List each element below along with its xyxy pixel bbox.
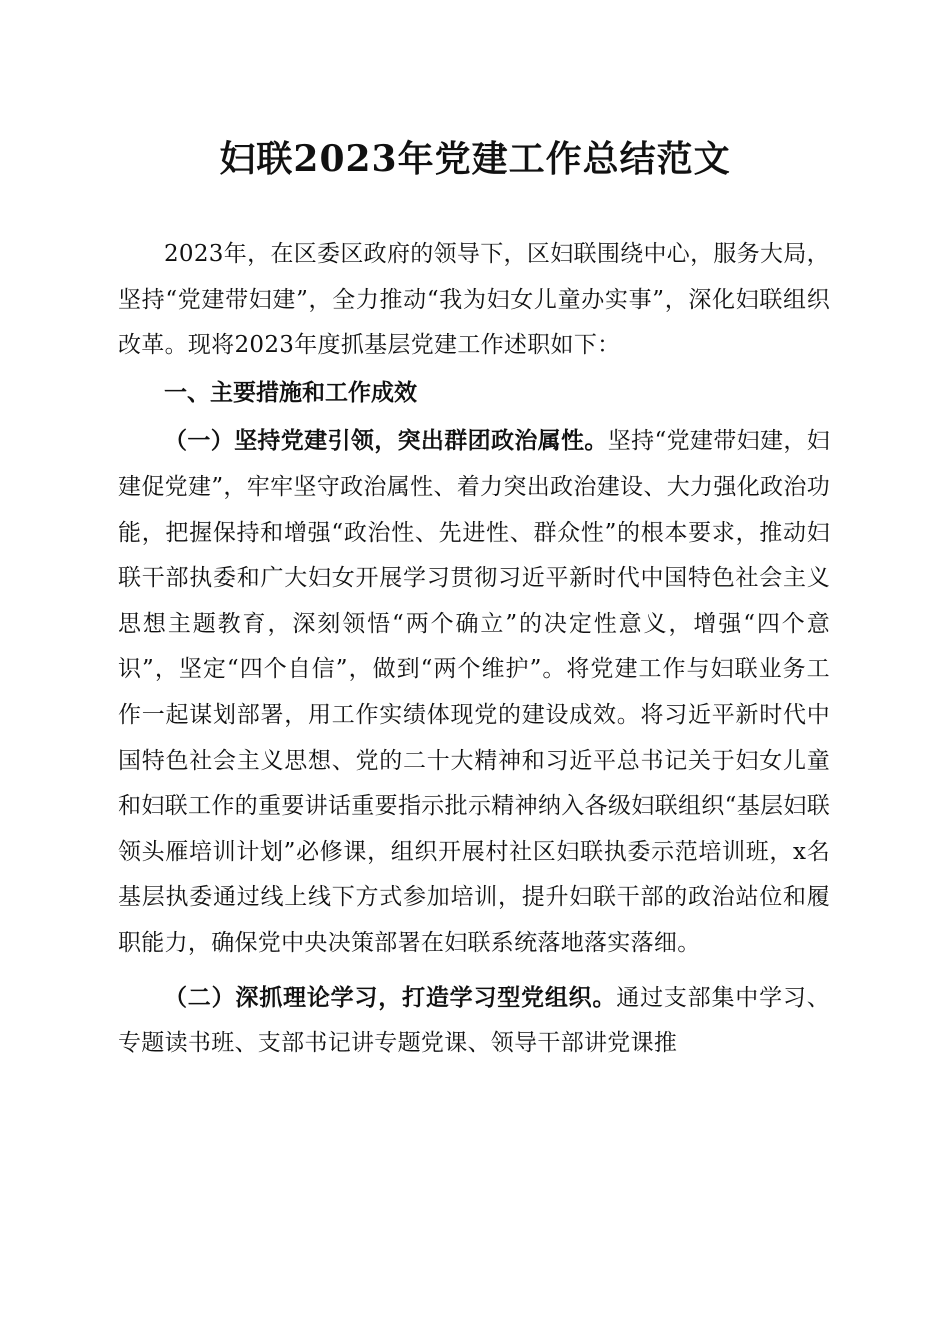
intro-paragraph: 2023年，在区委区政府的领导下，区妇联围绕中心，服务大局，坚持“党建带妇建”，全力推动“我为妇女儿童办实事”，深化妇联组织改革。现将2023年度抓基层党建工作述职如下： bbox=[118, 241, 830, 359]
document-title: 妇联2023年党建工作总结范文 bbox=[219, 138, 731, 180]
document-body bbox=[118, 232, 830, 1067]
subsection-2-heading: （二）深抓理论学习，打造学习型党组织。 bbox=[164, 983, 617, 1011]
subsection-1-paragraph bbox=[118, 418, 830, 966]
subsection-2-text: 通过支部集中学习、专题读书班、支部书记讲专题党课、领导干部讲党课推 bbox=[118, 984, 830, 1057]
subsection-2-paragraph bbox=[118, 975, 830, 1067]
paragraph-gap bbox=[118, 967, 830, 975]
subsection-1-heading: （一）坚持党建引领，突出群团政治属性。 bbox=[164, 427, 608, 455]
section-heading: 一、主要措施和工作成效 bbox=[164, 379, 417, 406]
subsection-1-text: 坚持“党建带妇建，妇建促党建”，牢牢坚守政治属性、着力突出政治建设、大力强化政治功能，把握保持和增强“政治性、先进性、群众性”的根本要求，推动妇联干部执委和广大妇女开展学习贯彻习近平新时代中国特色社会主义思想主题教育，深刻领悟“两个确立”的决定性意义，增强“四个意识”，坚定“四个自信”，做到“两个维护”。将党建工作与妇联业务工作一起谋划部署，用工作实绩体现党的建设成效。将习近平新时代中国特色社会主义思想、党的二十大精神和习近平总书记关于妇女儿童和妇联工作的重要讲话重要指示批示精神纳入各级妇联组织“基层妇联领头雁培训计划”必修课，组织开展村社区妇联执委示范培训班，x名基层执委通过线上线下方式参加培训，提升妇联干部的政治站位和履职能力，确保党中央决策部署在妇联系统落地落实落细。 bbox=[118, 428, 831, 956]
